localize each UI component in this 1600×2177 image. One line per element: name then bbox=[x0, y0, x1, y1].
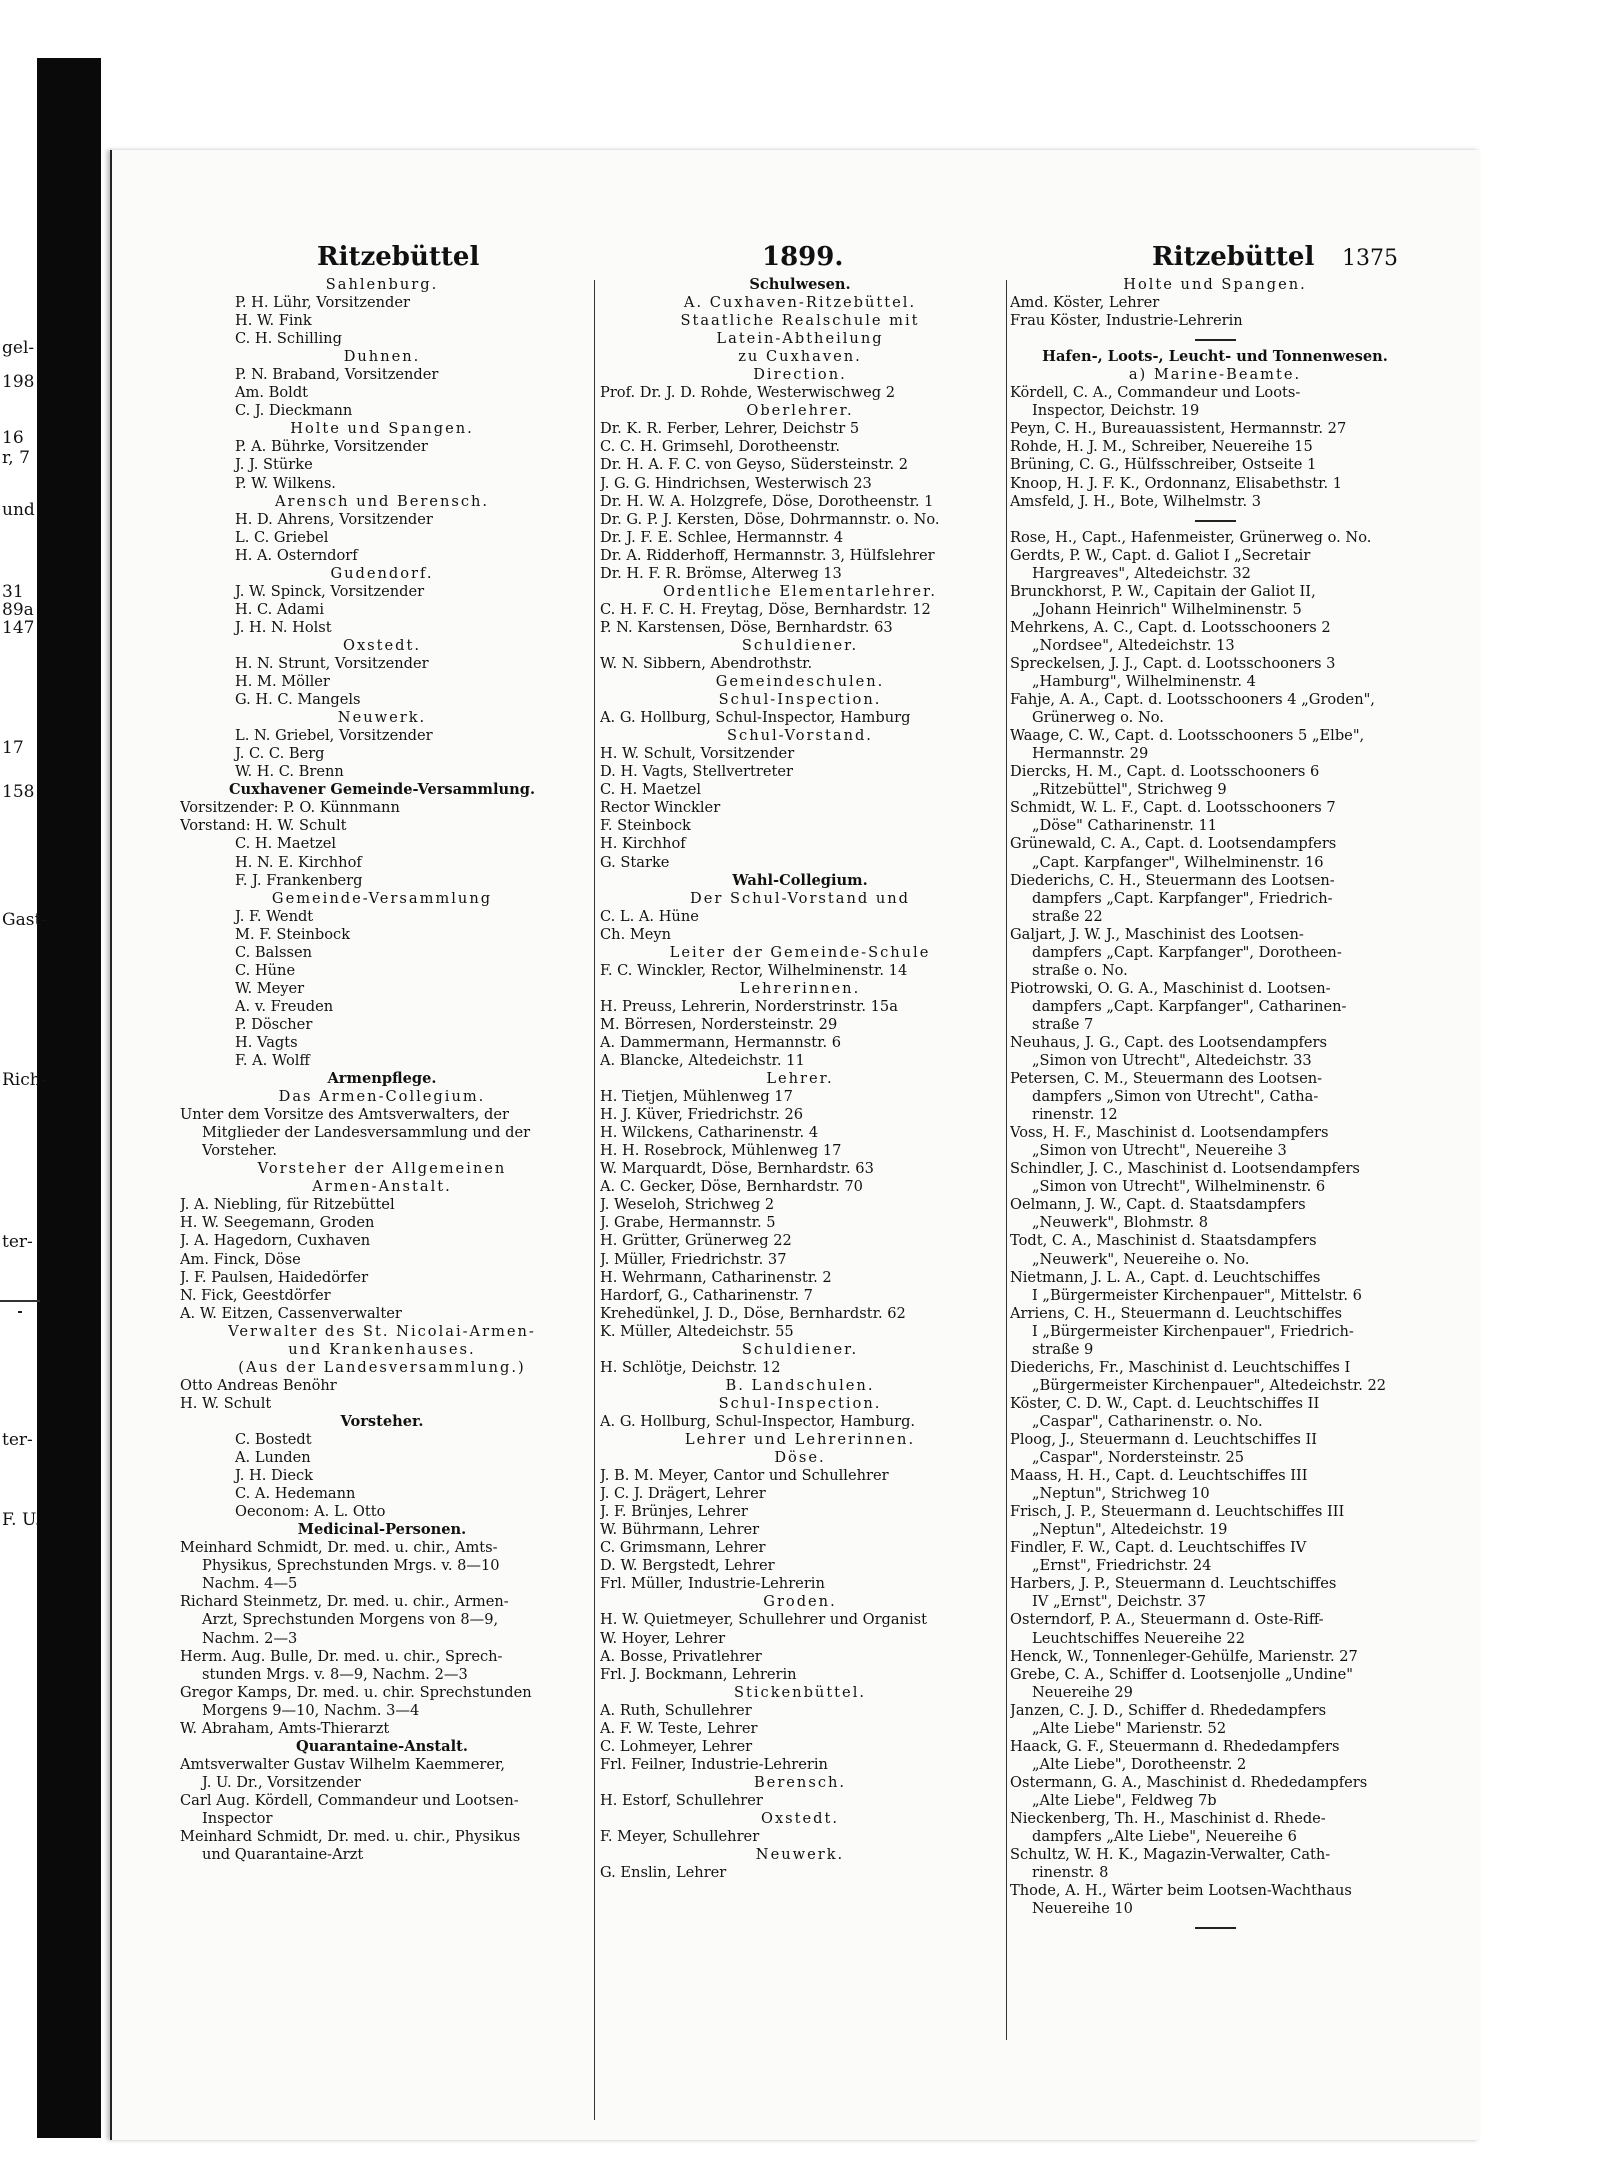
directory-entry: „Simon von Utrecht", Neuereihe 3 bbox=[1032, 1142, 1287, 1160]
directory-entry: Am. Boldt bbox=[235, 384, 309, 402]
directory-entry: N. Fick, Geestdörfer bbox=[180, 1286, 331, 1304]
section-heading: Lehrer. bbox=[766, 1070, 834, 1088]
directory-entry: Fahje, A. A., Capt. d. Lootsschooners 4 „Groden", bbox=[1010, 691, 1375, 709]
directory-entry: H. Kirchhof bbox=[600, 835, 686, 853]
directory-entry: H. Schlötje, Deichstr. 12 bbox=[600, 1358, 781, 1376]
directory-entry: Brüning, C. G., Hülfsschreiber, Ostseite 1 bbox=[1010, 456, 1317, 474]
directory-entry: H. Grütter, Grünerweg 22 bbox=[600, 1232, 792, 1250]
directory-entry: W. Meyer bbox=[235, 979, 305, 997]
directory-entry: Frisch, J. P., Steuermann d. Leuchtschiffes III bbox=[1010, 1503, 1345, 1521]
column-divider bbox=[594, 280, 595, 2120]
directory-entry: Diercks, H. M., Capt. d. Lootsschooners 6 bbox=[1010, 763, 1320, 781]
directory-entry: H. W. Schult, Vorsitzender bbox=[600, 745, 795, 763]
section-heading: Schuldiener. bbox=[741, 1340, 859, 1358]
margin-fragment: r, 7 bbox=[2, 448, 30, 468]
directory-entry: Oeconom: A. L. Otto bbox=[235, 1503, 386, 1521]
directory-entry: Janzen, C. J. D., Schiffer d. Rhededampfers bbox=[1010, 1701, 1327, 1719]
directory-entry: H. Wehrmann, Catharinenstr. 2 bbox=[600, 1268, 832, 1286]
directory-entry: rinenstr. 12 bbox=[1032, 1106, 1118, 1124]
section-heading: Stickenbüttel. bbox=[734, 1683, 866, 1701]
directory-entry: Prof. Dr. J. D. Rohde, Westerwischweg 2 bbox=[600, 384, 896, 402]
directory-entry: Leuchtschiffes Neuereihe 22 bbox=[1032, 1629, 1245, 1647]
directory-entry: Krehedünkel, J. D., Döse, Bernhardstr. 62 bbox=[600, 1304, 906, 1322]
directory-entry: dampfers „Capt. Karpfanger", Catharinen- bbox=[1032, 997, 1347, 1015]
section-heading: Leiter der Gemeinde-Schule bbox=[669, 943, 931, 961]
directory-entry: H. Wilckens, Catharinenstr. 4 bbox=[600, 1124, 819, 1142]
directory-entry: Ploog, J., Steuermann d. Leuchtschiffes II bbox=[1010, 1431, 1317, 1448]
directory-entry: A. Lunden bbox=[235, 1449, 311, 1467]
directory-entry: J. G. G. Hindrichsen, Westerwisch 23 bbox=[600, 474, 872, 492]
directory-entry: A. v. Freuden bbox=[235, 997, 334, 1015]
section-heading: Hafen-, Loots-, Leucht- und Tonnenwesen. bbox=[1042, 348, 1388, 366]
directory-entry: Spreckelsen, J. J., Capt. d. Lootsschooners 3 bbox=[1010, 654, 1336, 672]
directory-entry: A. G. Hollburg, Schul-Inspector, Hamburg. bbox=[600, 1412, 916, 1430]
margin-fragment: 31 bbox=[2, 582, 24, 602]
directory-entry: Dr. J. F. E. Schlee, Hermannstr. 4 bbox=[600, 528, 844, 546]
section-heading: Duhnen. bbox=[343, 348, 421, 366]
directory-entry: Frl. Müller, Industrie-Lehrerin bbox=[600, 1575, 825, 1593]
directory-page bbox=[110, 150, 1480, 2140]
directory-entry: Grünerweg o. No. bbox=[1032, 709, 1164, 727]
directory-entry: P. Döscher bbox=[235, 1015, 313, 1033]
directory-entry: F. C. Winckler, Rector, Wilhelminenstr. 14 bbox=[600, 961, 908, 979]
directory-entry: Dr. A. Ridderhoff, Hermannstr. 3, Hülfslehrer bbox=[600, 546, 935, 564]
section-heading: Lehrer und Lehrerinnen. bbox=[684, 1431, 916, 1448]
directory-entry: Dr. K. R. Ferber, Lehrer, Deichstr 5 bbox=[600, 420, 860, 438]
directory-entry: Dr. G. P. J. Kersten, Döse, Dohrmannstr. o. No. bbox=[600, 510, 940, 528]
section-heading: und Krankenhauses. bbox=[288, 1340, 476, 1358]
directory-entry: Haack, G. F., Steuermann d. Rhededampfers bbox=[1010, 1737, 1340, 1755]
directory-entry: Galjart, J. W. J., Maschinist des Lootsen- bbox=[1010, 925, 1304, 943]
directory-entry: Osterndorf, P. A., Steuermann d. Oste-Riff- bbox=[1010, 1611, 1324, 1629]
margin-fragment: gel- bbox=[2, 338, 35, 358]
directory-entry: Hermannstr. 29 bbox=[1032, 745, 1149, 763]
directory-entry: J. F. Wendt bbox=[235, 907, 314, 925]
directory-entry: Waage, C. W., Capt. d. Lootsschooners 5 „Elbe", bbox=[1010, 727, 1365, 745]
directory-entry: Schultz, W. H. K., Magazin-Verwalter, Cath- bbox=[1010, 1846, 1331, 1864]
directory-entry: K. Müller, Altedeichstr. 55 bbox=[600, 1322, 794, 1340]
directory-entry: Vorsteher. bbox=[202, 1142, 277, 1160]
directory-entry: A. G. Hollburg, Schul-Inspector, Hamburg bbox=[600, 709, 911, 727]
directory-entry: Inspector bbox=[202, 1809, 273, 1827]
directory-entry: P. A. Bührke, Vorsitzender bbox=[235, 438, 428, 456]
column-divider bbox=[1006, 280, 1007, 2040]
section-heading: Berensch. bbox=[753, 1773, 847, 1791]
directory-entry: H. Vagts bbox=[235, 1033, 298, 1051]
directory-entry: Dr. H. W. A. Holzgrefe, Döse, Dorotheenstr. 1 bbox=[600, 492, 934, 510]
directory-entry: Diederichs, Fr., Maschinist d. Leuchtschiffes I bbox=[1010, 1358, 1351, 1376]
directory-entry: Otto Andreas Benöhr bbox=[180, 1376, 337, 1394]
directory-entry: dampfers „Alte Liebe", Neuereihe 6 bbox=[1032, 1828, 1297, 1846]
directory-entry: H. W. Fink bbox=[235, 312, 312, 330]
directory-entry: Maass, H. H., Capt. d. Leuchtschiffes III bbox=[1010, 1467, 1308, 1485]
directory-entry: Ostermann, G. A., Maschinist d. Rhededampfers bbox=[1010, 1773, 1368, 1791]
directory-entry: H. Tietjen, Mühlenweg 17 bbox=[600, 1088, 793, 1106]
section-heading: Medicinal-Personen. bbox=[297, 1521, 467, 1539]
margin-fragment: 17 bbox=[2, 738, 24, 758]
margin-fragment: Gast- bbox=[2, 910, 48, 930]
directory-entry: dampfers „Simon von Utrecht", Catha- bbox=[1032, 1088, 1319, 1106]
directory-entry: A. Bosse, Privatlehrer bbox=[600, 1647, 762, 1665]
directory-entry: Neuhaus, J. G., Capt. des Lootsendampfers bbox=[1010, 1033, 1327, 1051]
directory-entry: Köster, C. D. W., Capt. d. Leuchtschiffes II bbox=[1010, 1394, 1320, 1412]
directory-entry: straße 22 bbox=[1032, 907, 1103, 925]
directory-entry: H. C. Adami bbox=[235, 600, 325, 618]
directory-entry: „Hamburg", Wilhelminenstr. 4 bbox=[1032, 673, 1256, 691]
directory-entry: „Johann Heinrich" Wilhelminenstr. 5 bbox=[1032, 600, 1302, 618]
section-heading: Quarantaine-Anstalt. bbox=[296, 1737, 468, 1755]
section-heading: Armenpflege. bbox=[327, 1070, 437, 1088]
directory-entry: Amsfeld, J. H., Bote, Wilhelmstr. 3 bbox=[1010, 492, 1262, 510]
section-heading: Verwalter des St. Nicolai-Armen- bbox=[228, 1322, 536, 1340]
directory-entry: M. Börresen, Nordersteinstr. 29 bbox=[600, 1015, 838, 1033]
section-heading: a) Marine-Beamte. bbox=[1128, 366, 1302, 384]
section-heading: Gudendorf. bbox=[330, 564, 434, 582]
directory-entry: IV „Ernst", Deichstr. 37 bbox=[1032, 1593, 1207, 1611]
section-heading: Oxstedt. bbox=[760, 1809, 840, 1827]
running-head-year: 1899. bbox=[762, 242, 844, 272]
directory-entry: C. C. H. Grimsehl, Dorotheenstr. bbox=[600, 438, 841, 456]
directory-entry: „Ernst", Friedrichstr. 24 bbox=[1032, 1557, 1212, 1575]
directory-entry: Frl. J. Bockmann, Lehrerin bbox=[600, 1665, 797, 1683]
directory-entry: „Neptun", Altedeichstr. 19 bbox=[1032, 1521, 1228, 1539]
directory-entry: C. H. F. C. H. Freytag, Döse, Bernhardstr. 12 bbox=[600, 600, 931, 618]
directory-entry: „Caspar", Catharinenstr. o. No. bbox=[1032, 1412, 1263, 1430]
directory-entry: H. D. Ahrens, Vorsitzender bbox=[235, 510, 433, 528]
directory-entry: C. Lohmeyer, Lehrer bbox=[600, 1737, 753, 1755]
section-heading: B. Landschulen. bbox=[725, 1376, 875, 1394]
directory-entry: W. H. C. Brenn bbox=[235, 763, 344, 781]
margin-fragment: ter- bbox=[2, 1232, 33, 1252]
directory-entry: H. J. Küver, Friedrichstr. 26 bbox=[600, 1106, 804, 1124]
directory-entry: P. N. Karstensen, Döse, Bernhardstr. 63 bbox=[600, 618, 893, 636]
directory-entry: Amd. Köster, Lehrer bbox=[1010, 294, 1160, 312]
section-heading: Staatliche Realschule mit bbox=[680, 312, 920, 330]
section-heading: Das Armen-Collegium. bbox=[278, 1088, 486, 1106]
directory-entry: C. L. A. Hüne bbox=[600, 907, 699, 925]
directory-entry: Grebe, C. A., Schiffer d. Lootsenjolle „Undine" bbox=[1010, 1665, 1353, 1683]
directory-entry: C. J. Dieckmann bbox=[235, 402, 353, 420]
directory-entry: Schmidt, W. L. F., Capt. d. Lootsschooners 7 bbox=[1010, 799, 1336, 817]
directory-entry: rinenstr. 8 bbox=[1032, 1864, 1109, 1882]
section-heading: Ordentliche Elementarlehrer. bbox=[662, 582, 938, 600]
section-heading: Wahl-Collegium. bbox=[732, 871, 868, 889]
directory-entry: G. H. C. Mangels bbox=[235, 691, 361, 709]
directory-entry: Rohde, H. J. M., Schreiber, Neuereihe 15 bbox=[1010, 438, 1313, 456]
directory-entry: H. W. Schult bbox=[180, 1394, 272, 1412]
section-heading: Neuwerk. bbox=[755, 1846, 845, 1864]
section-heading: Lehrerinnen. bbox=[739, 979, 861, 997]
directory-entry: J. U. Dr., Vorsitzender bbox=[202, 1773, 361, 1791]
directory-entry: H. H. Rosebrock, Mühlenweg 17 bbox=[600, 1142, 842, 1160]
directory-entry: D. W. Bergstedt, Lehrer bbox=[600, 1557, 775, 1575]
directory-entry: J. J. Stürke bbox=[235, 456, 313, 474]
margin-fragment: 198 bbox=[2, 372, 35, 392]
directory-entry: H. A. Osterndorf bbox=[235, 546, 358, 564]
directory-entry: J. C. J. Drägert, Lehrer bbox=[600, 1485, 766, 1503]
section-rule bbox=[1010, 330, 1420, 348]
directory-entry: A. C. Gecker, Döse, Bernhardstr. 70 bbox=[600, 1178, 863, 1196]
section-heading: zu Cuxhaven. bbox=[738, 348, 862, 366]
directory-entry: „Capt. Karpfanger", Wilhelminenstr. 16 bbox=[1032, 853, 1324, 871]
section-heading: (Aus der Landesversammlung.) bbox=[238, 1358, 526, 1376]
directory-entry: C. Bostedt bbox=[235, 1431, 312, 1448]
directory-entry: Richard Steinmetz, Dr. med. u. chir., Armen- bbox=[180, 1593, 509, 1611]
directory-entry: C. H. Maetzel bbox=[600, 781, 702, 799]
section-heading: Oxstedt. bbox=[342, 636, 422, 654]
directory-entry: J. H. N. Holst bbox=[235, 618, 332, 636]
section-heading: Oberlehrer. bbox=[746, 402, 854, 420]
running-head-left: Ritzebüttel bbox=[317, 242, 480, 272]
directory-entry: „Neuwerk", Neuereihe o. No. bbox=[1032, 1250, 1250, 1268]
section-rule bbox=[1010, 511, 1420, 529]
section-heading: Sahlenburg. bbox=[325, 276, 439, 293]
section-heading: Gemeindeschulen. bbox=[715, 673, 885, 691]
section-heading: Schul-Inspection. bbox=[718, 1394, 882, 1412]
section-heading: Gemeinde-Versammlung bbox=[271, 889, 493, 907]
directory-entry: C. A. Hedemann bbox=[235, 1485, 356, 1503]
directory-entry: Arzt, Sprechstunden Morgens von 8—9, bbox=[202, 1611, 499, 1629]
directory-entry: I „Bürgermeister Kirchenpauer", Friedrich- bbox=[1032, 1322, 1354, 1340]
directory-entry: J. C. C. Berg bbox=[235, 745, 325, 763]
directory-entry: H. N. Strunt, Vorsitzender bbox=[235, 654, 429, 672]
directory-entry: Nachm. 2—3 bbox=[202, 1629, 298, 1647]
directory-entry: H. Preuss, Lehrerin, Norderstrinstr. 15a bbox=[600, 997, 898, 1015]
directory-entry: Peyn, C. H., Bureauassistent, Hermannstr. 27 bbox=[1010, 420, 1347, 438]
section-heading: Schulwesen. bbox=[749, 276, 851, 293]
directory-entry: Todt, C. A., Maschinist d. Staatsdampfers bbox=[1010, 1232, 1317, 1250]
section-heading: Groden. bbox=[763, 1593, 837, 1611]
directory-entry: C. H. Maetzel bbox=[235, 835, 337, 853]
directory-entry: Knoop, H. J. F. K., Ordonnanz, Elisabethstr. 1 bbox=[1010, 474, 1343, 492]
directory-entry: Herm. Aug. Bulle, Dr. med. u. chir., Sprech- bbox=[180, 1647, 503, 1665]
directory-entry: Grünewald, C. A., Capt. d. Lootsendampfers bbox=[1010, 835, 1337, 853]
directory-entry: Am. Finck, Döse bbox=[180, 1250, 301, 1268]
directory-entry: dampfers „Capt. Karpfanger", Friedrich- bbox=[1032, 889, 1333, 907]
column-left bbox=[180, 276, 584, 1864]
directory-entry: J. Müller, Friedrichstr. 37 bbox=[600, 1250, 787, 1268]
margin-fragment: F. U. bbox=[2, 1510, 41, 1530]
directory-entry: „Neuwerk", Blohmstr. 8 bbox=[1032, 1214, 1209, 1232]
directory-entry: straße o. No. bbox=[1032, 961, 1128, 979]
directory-entry: H. M. Möller bbox=[235, 673, 330, 691]
directory-entry: Inspector, Deichstr. 19 bbox=[1032, 402, 1200, 420]
directory-entry: „Alte Liebe" Marienstr. 52 bbox=[1032, 1719, 1227, 1737]
directory-entry: A. Ruth, Schullehrer bbox=[600, 1701, 752, 1719]
directory-entry: W. Abraham, Amts-Thierarzt bbox=[180, 1719, 390, 1737]
directory-entry: Thode, A. H., Wärter beim Lootsen-Wachthaus bbox=[1010, 1882, 1352, 1900]
directory-entry: Mehrkens, A. C., Capt. d. Lootsschooners 2 bbox=[1010, 618, 1331, 636]
directory-entry: W. N. Sibbern, Abendrothstr. bbox=[600, 654, 813, 672]
directory-entry: F. A. Wolff bbox=[235, 1052, 310, 1070]
directory-entry: W. Marquardt, Döse, Bernhardstr. 63 bbox=[600, 1160, 874, 1178]
directory-entry: P. H. Lühr, Vorsitzender bbox=[235, 294, 410, 312]
directory-entry: Hardorf, G., Catharinenstr. 7 bbox=[600, 1286, 813, 1304]
directory-entry: Hargreaves", Altedeichstr. 32 bbox=[1032, 564, 1251, 582]
directory-entry: Findler, F. W., Capt. d. Leuchtschiffes IV bbox=[1010, 1539, 1307, 1557]
directory-entry: A. Blancke, Altedeichstr. 11 bbox=[600, 1052, 805, 1070]
directory-entry: J. A. Hagedorn, Cuxhaven bbox=[180, 1232, 371, 1250]
section-heading: Arensch und Berensch. bbox=[274, 492, 490, 510]
margin-fragment: 147 bbox=[2, 618, 35, 638]
margin-fragment: 158 bbox=[2, 782, 35, 802]
directory-entry: Dr. H. F. R. Brömse, Alterweg 13 bbox=[600, 564, 842, 582]
directory-entry: dampfers „Capt. Karpfanger", Dorotheen- bbox=[1032, 943, 1342, 961]
directory-entry: Harbers, J. P., Steuermann d. Leuchtschiffes bbox=[1010, 1575, 1337, 1593]
section-heading: Neuwerk. bbox=[337, 709, 427, 727]
directory-entry: M. F. Steinbock bbox=[235, 925, 351, 943]
directory-entry: H. W. Quietmeyer, Schullehrer und Organist bbox=[600, 1611, 928, 1629]
directory-entry: „Simon von Utrecht", Altedeichstr. 33 bbox=[1032, 1052, 1312, 1070]
margin-fragment: Rich- bbox=[2, 1070, 47, 1090]
section-heading: Cuxhavener Gemeinde-Versammlung. bbox=[228, 781, 536, 799]
directory-entry: Ch. Meyn bbox=[600, 925, 672, 943]
section-heading: Holte und Spangen. bbox=[1123, 276, 1307, 293]
directory-entry: Oelmann, J. W., Capt. d. Staatsdampfers bbox=[1010, 1196, 1306, 1214]
directory-entry: J. Grabe, Hermannstr. 5 bbox=[600, 1214, 776, 1232]
margin-fragment: 16 bbox=[2, 428, 24, 448]
directory-entry: A. F. W. Teste, Lehrer bbox=[600, 1719, 758, 1737]
directory-entry: J. H. Dieck bbox=[235, 1467, 314, 1485]
directory-entry: Gerdts, P. W., Capt. d. Galiot I „Secretair bbox=[1010, 546, 1311, 564]
directory-entry: stunden Mrgs. v. 8—9, Nachm. 2—3 bbox=[202, 1665, 468, 1683]
section-heading: Vorsteher. bbox=[340, 1412, 424, 1430]
directory-entry: „Nordsee", Altedeichstr. 13 bbox=[1032, 636, 1235, 654]
section-heading: Schul-Vorstand. bbox=[727, 727, 873, 745]
directory-entry: Frau Köster, Industrie-Lehrerin bbox=[1010, 312, 1243, 330]
directory-entry: Kördell, C. A., Commandeur und Loots- bbox=[1010, 384, 1301, 402]
directory-entry: Neuereihe 10 bbox=[1032, 1900, 1133, 1918]
directory-entry: Nieckenberg, Th. H., Maschinist d. Rhede- bbox=[1010, 1809, 1326, 1827]
running-head-right: Ritzebüttel bbox=[1152, 242, 1315, 272]
directory-entry: straße 9 bbox=[1032, 1340, 1094, 1358]
directory-entry: „Alte Liebe", Feldweg 7b bbox=[1032, 1791, 1217, 1809]
directory-entry: G. Enslin, Lehrer bbox=[600, 1864, 727, 1882]
directory-entry: G. Starke bbox=[600, 853, 670, 871]
directory-entry: Vorsitzender: P. O. Künnmann bbox=[180, 799, 400, 817]
section-heading: Der Schul-Vorstand und bbox=[690, 889, 910, 907]
directory-entry: W. Bührmann, Lehrer bbox=[600, 1521, 760, 1539]
directory-entry: P. W. Wilkens. bbox=[235, 474, 336, 492]
margin-fragment: und bbox=[2, 500, 35, 520]
section-heading: Vorsteher der Allgemeinen bbox=[257, 1160, 507, 1178]
directory-entry: „Ritzebüttel", Strichweg 9 bbox=[1032, 781, 1227, 799]
page-number: 1375 bbox=[1342, 246, 1398, 271]
directory-entry: A. Dammermann, Hermannstr. 6 bbox=[600, 1033, 842, 1051]
directory-entry: F. Meyer, Schullehrer bbox=[600, 1828, 760, 1846]
directory-entry: J. W. Spinck, Vorsitzender bbox=[235, 582, 425, 600]
directory-entry: J. F. Paulsen, Haidedörfer bbox=[180, 1268, 369, 1286]
directory-entry: Petersen, C. M., Steuermann des Lootsen- bbox=[1010, 1070, 1323, 1088]
directory-entry: „Simon von Utrecht", Wilhelminenstr. 6 bbox=[1032, 1178, 1326, 1196]
directory-entry: P. N. Braband, Vorsitzender bbox=[235, 366, 439, 384]
directory-entry: Piotrowski, O. G. A., Maschinist d. Lootsen- bbox=[1010, 979, 1331, 997]
directory-entry: Neuereihe 29 bbox=[1032, 1683, 1133, 1701]
directory-entry: „Döse" Catharinenstr. 11 bbox=[1032, 817, 1218, 835]
section-heading: Holte und Spangen. bbox=[290, 420, 474, 438]
directory-entry: Henck, W., Tonnenleger-Gehülfe, Marienstr. 27 bbox=[1010, 1647, 1358, 1665]
directory-entry: Arriens, C. H., Steuermann d. Leuchtschiffes bbox=[1010, 1304, 1343, 1322]
directory-entry: Mitglieder der Landesversammlung und der bbox=[202, 1124, 531, 1142]
directory-entry: Rector Winckler bbox=[600, 799, 721, 817]
column-middle bbox=[600, 276, 1000, 1882]
directory-entry: Meinhard Schmidt, Dr. med. u. chir., Physikus bbox=[180, 1828, 521, 1846]
directory-entry: Gregor Kamps, Dr. med. u. chir. Sprechstunden bbox=[180, 1683, 532, 1701]
directory-entry: „Neptun", Strichweg 10 bbox=[1032, 1485, 1210, 1503]
directory-entry: Dr. H. A. F. C. von Geyso, Südersteinstr. 2 bbox=[600, 456, 909, 474]
margin-fragment: ter- bbox=[2, 1430, 33, 1450]
directory-entry: und Quarantaine-Arzt bbox=[202, 1846, 364, 1864]
column-right bbox=[1010, 276, 1420, 1936]
directory-entry: J. Weseloh, Strichweg 2 bbox=[600, 1196, 775, 1214]
directory-entry: J. A. Niebling, für Ritzebüttel bbox=[180, 1196, 395, 1214]
directory-entry: J. B. M. Meyer, Cantor und Schullehrer bbox=[600, 1467, 889, 1485]
directory-entry: J. F. Brünjes, Lehrer bbox=[600, 1503, 748, 1521]
section-heading: Döse. bbox=[774, 1449, 826, 1467]
directory-entry: I „Bürgermeister Kirchenpauer", Mittelstr. 6 bbox=[1032, 1286, 1362, 1304]
directory-entry: A. W. Eitzen, Cassenverwalter bbox=[180, 1304, 402, 1322]
section-heading: Schul-Inspection. bbox=[718, 691, 882, 709]
directory-entry: C. Grimsmann, Lehrer bbox=[600, 1539, 766, 1557]
directory-entry: Amtsverwalter Gustav Wilhelm Kaemmerer, bbox=[180, 1755, 505, 1773]
directory-entry: C. Hüne bbox=[235, 961, 296, 979]
directory-entry: C. Balssen bbox=[235, 943, 313, 961]
directory-entry: Frl. Feilner, Industrie-Lehrerin bbox=[600, 1755, 828, 1773]
section-heading: Armen-Anstalt. bbox=[312, 1178, 452, 1196]
section-heading: Latein-Abtheilung bbox=[716, 330, 884, 348]
directory-entry: Vorstand: H. W. Schult bbox=[180, 817, 347, 835]
directory-entry: H. Estorf, Schullehrer bbox=[600, 1791, 763, 1809]
directory-entry: H. N. E. Kirchhof bbox=[235, 853, 362, 871]
margin-rule bbox=[0, 1300, 40, 1320]
directory-entry: Unter dem Vorsitze des Amtsverwalters, der bbox=[180, 1106, 509, 1124]
directory-entry: F. J. Frankenberg bbox=[235, 871, 363, 889]
directory-entry: D. H. Vagts, Stellvertreter bbox=[600, 763, 793, 781]
directory-entry: L. N. Griebel, Vorsitzender bbox=[235, 727, 433, 745]
directory-entry: „Bürgermeister Kirchenpauer", Altedeichstr. 22 bbox=[1032, 1376, 1387, 1394]
directory-entry: H. W. Seegemann, Groden bbox=[180, 1214, 375, 1232]
section-heading: Schuldiener. bbox=[741, 636, 859, 654]
directory-entry: C. H. Schilling bbox=[235, 330, 342, 348]
directory-entry: „Alte Liebe", Dorotheenstr. 2 bbox=[1032, 1755, 1247, 1773]
directory-entry: Meinhard Schmidt, Dr. med. u. chir., Amts- bbox=[180, 1539, 498, 1557]
directory-entry: Voss, H. F., Maschinist d. Lootsendampfers bbox=[1010, 1124, 1329, 1142]
left-page-edge bbox=[0, 160, 110, 1560]
margin-fragment: 89a bbox=[2, 600, 34, 620]
directory-entry: „Caspar", Nordersteinstr. 25 bbox=[1032, 1449, 1245, 1467]
directory-entry: L. C. Griebel bbox=[235, 528, 329, 546]
section-heading: Direction. bbox=[753, 366, 847, 384]
directory-entry: Nietmann, J. L. A., Capt. d. Leuchtschiffes bbox=[1010, 1268, 1321, 1286]
directory-entry: Carl Aug. Kördell, Commandeur und Lootsen- bbox=[180, 1791, 519, 1809]
section-heading: A. Cuxhaven-Ritzebüttel. bbox=[683, 294, 917, 312]
directory-entry: W. Hoyer, Lehrer bbox=[600, 1629, 726, 1647]
section-rule bbox=[1010, 1918, 1420, 1936]
directory-entry: straße 7 bbox=[1032, 1015, 1094, 1033]
directory-entry: Diederichs, C. H., Steuermann des Lootsen- bbox=[1010, 871, 1335, 889]
directory-entry: Morgens 9—10, Nachm. 3—4 bbox=[202, 1701, 420, 1719]
directory-entry: Schindler, J. C., Maschinist d. Lootsendampfers bbox=[1010, 1160, 1360, 1178]
directory-entry: Rose, H., Capt., Hafenmeister, Grünerweg o. No. bbox=[1010, 528, 1372, 546]
directory-entry: Brunckhorst, P. W., Capitain der Galiot II, bbox=[1010, 582, 1316, 600]
directory-entry: Nachm. 4—5 bbox=[202, 1575, 298, 1593]
directory-entry: Physikus, Sprechstunden Mrgs. v. 8—10 bbox=[202, 1557, 500, 1575]
directory-entry: F. Steinbock bbox=[600, 817, 691, 835]
